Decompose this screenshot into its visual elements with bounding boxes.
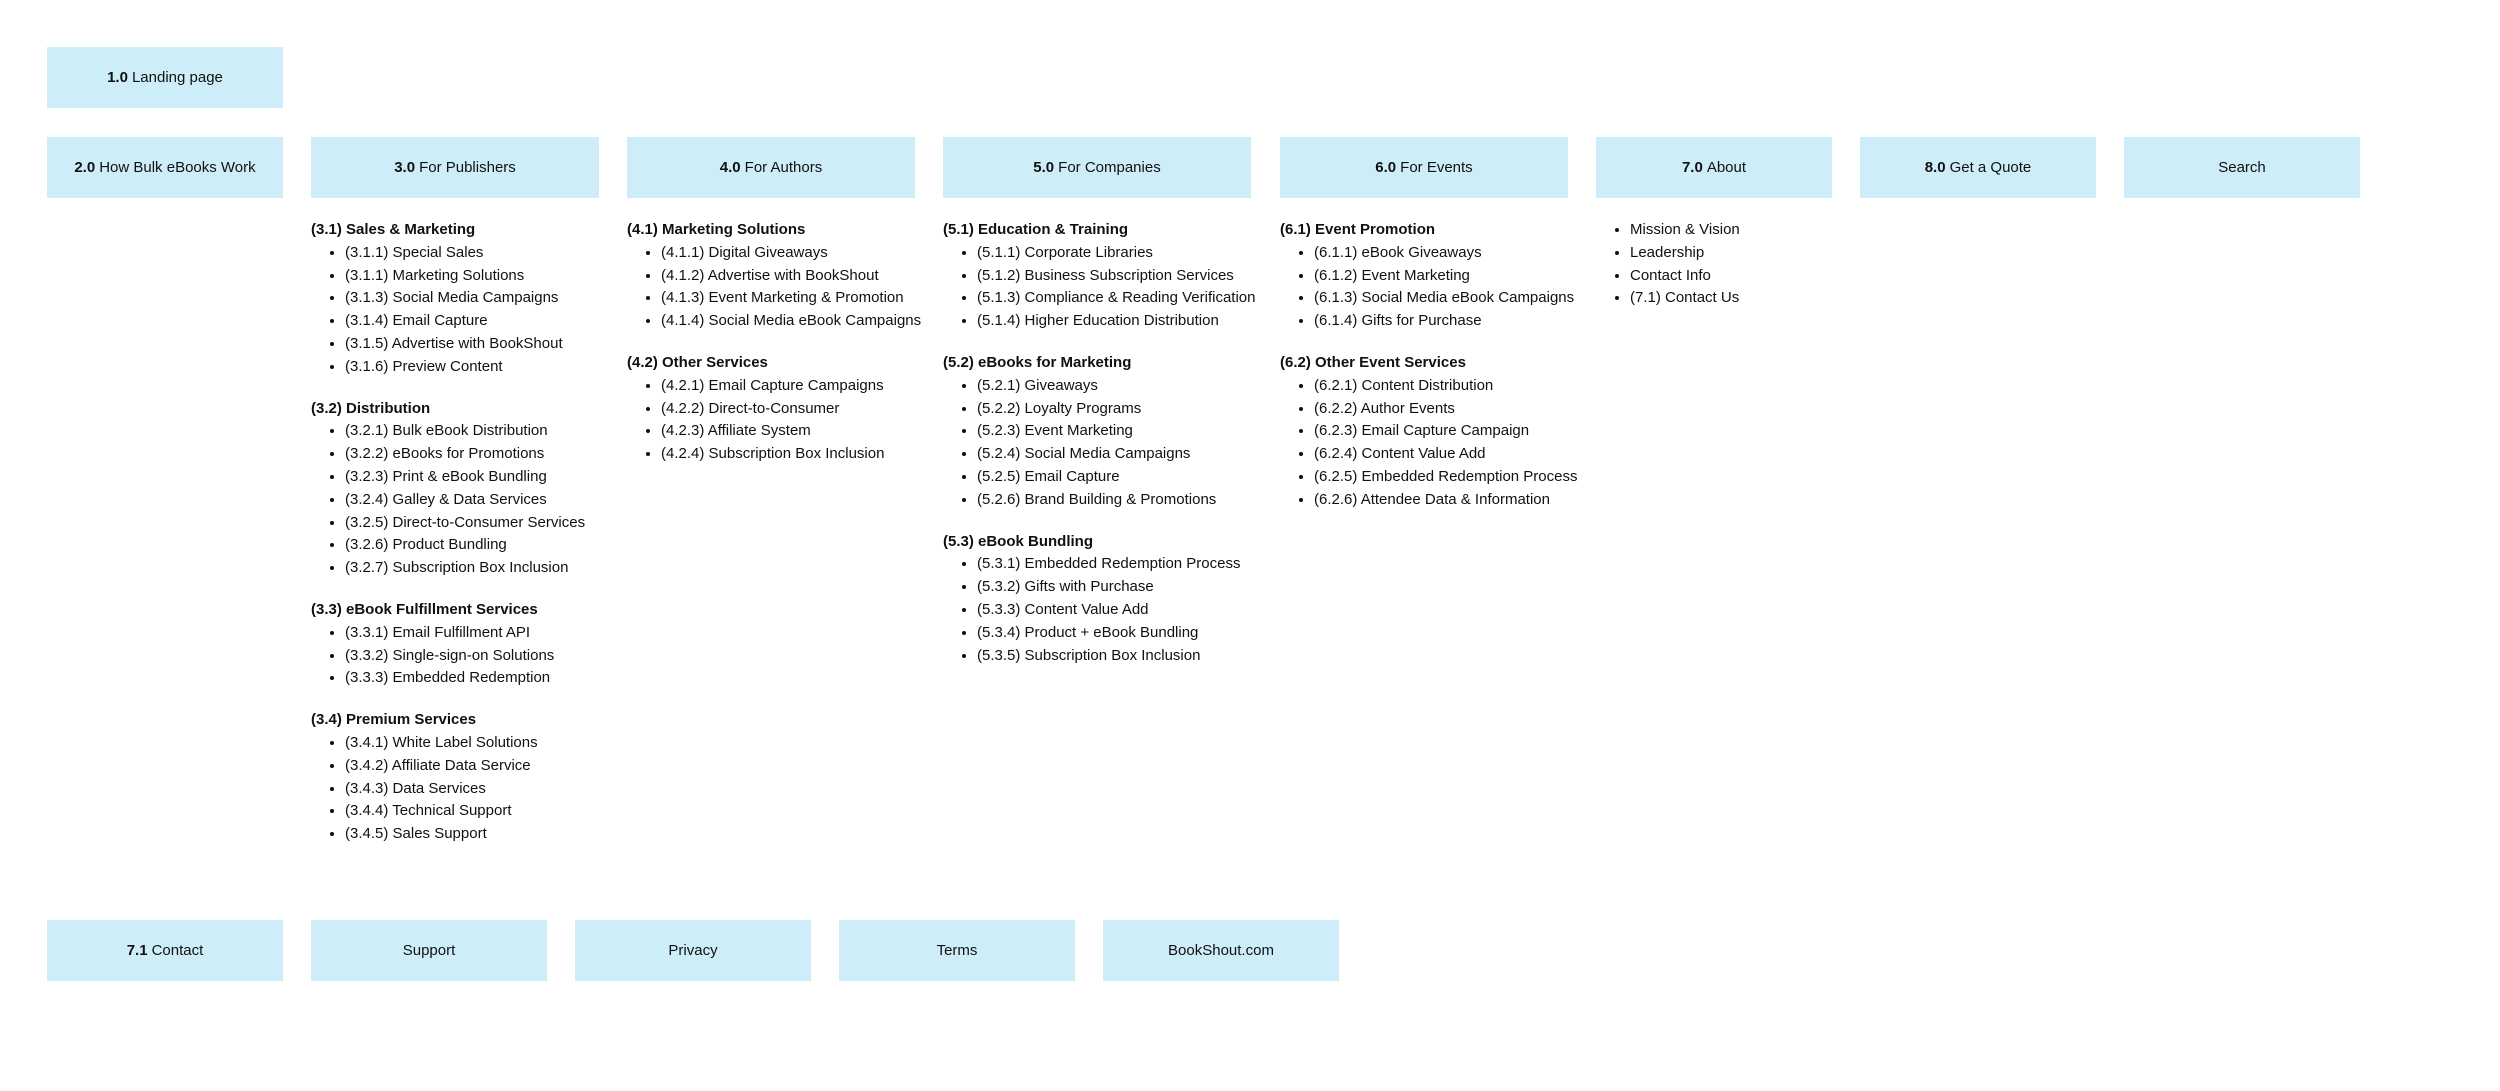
authors-section — [627, 352, 921, 466]
section-title: (4.1) Marketing Solutions — [627, 221, 806, 238]
list-item[interactable]: • (5.2.1) Giveaways — [977, 375, 1255, 398]
nav-for-publishers[interactable] — [311, 137, 599, 198]
list-item[interactable]: • (6.2.5) Embedded Redemption Process — [1314, 466, 1577, 489]
list-item[interactable]: • (5.2.4) Social Media Campaigns — [977, 443, 1255, 466]
companies-section — [943, 352, 1255, 512]
landing-page-box[interactable] — [47, 47, 283, 108]
nav-label: For Publishers — [419, 159, 516, 176]
nav-number: 2.0 — [74, 159, 96, 176]
list-item[interactable]: • (4.1.3) Event Marketing & Promotion — [661, 287, 921, 310]
list-item[interactable]: • (6.1.1) eBook Giveaways — [1314, 242, 1577, 265]
list-item[interactable]: • (3.1.6) Preview Content — [345, 356, 585, 379]
section-list — [1596, 219, 1740, 310]
list-item[interactable]: • (5.1.3) Compliance & Reading Verification — [977, 287, 1255, 310]
section-title: (5.1) Education & Training — [943, 221, 1129, 238]
footer-number: 7.1 — [126, 942, 148, 959]
list-item[interactable]: • (7.1) Contact Us — [1630, 287, 1740, 310]
list-item[interactable]: • (3.2.7) Subscription Box Inclusion — [345, 557, 585, 580]
publishers-column — [311, 219, 585, 865]
list-item[interactable]: • (4.1.1) Digital Giveaways — [661, 242, 921, 265]
section-list — [943, 553, 1255, 667]
companies-section — [943, 531, 1255, 668]
nav-number: 4.0 — [719, 159, 741, 176]
list-item[interactable]: • (4.2.1) Email Capture Campaigns — [661, 375, 921, 398]
list-item[interactable]: • (6.1.3) Social Media eBook Campaigns — [1314, 287, 1577, 310]
list-item[interactable]: • (4.2.2) Direct-to-Consumer — [661, 398, 921, 421]
footer-support[interactable] — [311, 920, 547, 981]
list-item[interactable]: • (4.1.4) Social Media eBook Campaigns — [661, 310, 921, 333]
section-list — [943, 242, 1255, 333]
section-title: (5.2) eBooks for Marketing — [943, 353, 1132, 371]
section-title: (6.1) Event Promotion — [1280, 221, 1436, 238]
nav-get-a-quote[interactable] — [1860, 137, 2096, 198]
nav-label: For Authors — [744, 159, 823, 176]
list-item[interactable]: • (5.2.2) Loyalty Programs — [977, 398, 1255, 421]
section-title: (3.3) eBook Fulfillment Services — [311, 600, 538, 618]
section-title: (6.2) Other Event Services — [1280, 353, 1466, 371]
nav-for-authors[interactable] — [627, 137, 915, 198]
nav-about[interactable] — [1596, 137, 1832, 198]
list-item[interactable]: • (6.2.3) Email Capture Campaign — [1314, 420, 1577, 443]
list-item[interactable]: • (5.3.4) Product + eBook Bundling — [977, 622, 1255, 645]
landing-page-label: Landing page — [131, 69, 223, 86]
landing-page-number: 1.0 — [107, 69, 128, 86]
events-section — [1280, 219, 1577, 333]
nav-for-companies[interactable] — [943, 137, 1251, 198]
list-item[interactable]: • (3.1.5) Advertise with BookShout — [345, 333, 585, 356]
list-item[interactable]: • (3.1.3) Social Media Campaigns — [345, 287, 585, 310]
nav-label: Get a Quote — [1949, 159, 2032, 176]
list-item[interactable]: • (4.1.2) Advertise with BookShout — [661, 265, 921, 288]
list-item[interactable]: • Contact Info — [1630, 265, 1740, 288]
list-item[interactable]: • (5.1.1) Corporate Libraries — [977, 242, 1255, 265]
nav-number: 7.0 — [1681, 159, 1703, 176]
list-item[interactable]: • (4.2.4) Subscription Box Inclusion — [661, 443, 921, 466]
section-title: (4.2) Other Services — [627, 353, 768, 371]
list-item[interactable]: • (5.3.2) Gifts with Purchase — [977, 576, 1255, 599]
list-item[interactable]: • (5.3.1) Embedded Redemption Process — [977, 553, 1255, 576]
list-item[interactable]: • (3.2.5) Direct-to-Consumer Services — [345, 512, 585, 535]
section-list — [627, 375, 921, 466]
footer-label: BookShout.com — [1168, 942, 1274, 959]
nav-label: Search — [2218, 159, 2266, 176]
footer-label: Contact — [151, 942, 204, 959]
footer-label: Terms — [936, 942, 978, 959]
list-item[interactable]: • (3.4.2) Affiliate Data Service — [345, 755, 585, 778]
list-item[interactable]: • (6.2.4) Content Value Add — [1314, 443, 1577, 466]
section-title: (5.3) eBook Bundling — [943, 532, 1093, 550]
list-item[interactable]: • (3.4.4) Technical Support — [345, 800, 585, 823]
footer-label: Privacy — [668, 942, 718, 959]
list-item[interactable]: • (3.2.6) Product Bundling — [345, 534, 585, 557]
list-item[interactable]: • (6.2.2) Author Events — [1314, 398, 1577, 421]
list-item[interactable]: • (6.1.2) Event Marketing — [1314, 265, 1577, 288]
publishers-section — [311, 709, 585, 846]
list-item[interactable]: • (6.1.4) Gifts for Purchase — [1314, 310, 1577, 333]
list-item[interactable]: • Leadership — [1630, 242, 1740, 265]
list-item[interactable]: • (3.3.1) Email Fulfillment API — [345, 622, 585, 645]
footer-contact[interactable] — [47, 920, 283, 981]
authors-column — [627, 219, 921, 485]
section-list — [311, 420, 585, 580]
list-item[interactable]: • (5.2.3) Event Marketing — [977, 420, 1255, 443]
nav-number: 8.0 — [1924, 159, 1946, 176]
authors-section — [627, 219, 921, 333]
list-item[interactable]: • (5.2.5) Email Capture — [977, 466, 1255, 489]
nav-label: About — [1706, 159, 1747, 176]
section-list — [311, 242, 585, 379]
list-item[interactable]: • (3.1.1) Special Sales — [345, 242, 585, 265]
about-section — [1596, 219, 1740, 310]
list-item[interactable]: • (3.4.5) Sales Support — [345, 823, 585, 846]
list-item[interactable]: • (4.2.3) Affiliate System — [661, 420, 921, 443]
section-list — [1280, 375, 1577, 512]
companies-column — [943, 219, 1255, 686]
section-title: (3.4) Premium Services — [311, 711, 477, 729]
section-list — [943, 375, 1255, 512]
nav-how-bulk-ebooks-work[interactable] — [47, 137, 283, 198]
nav-for-events[interactable] — [1280, 137, 1568, 198]
events-section — [1280, 352, 1577, 512]
list-item[interactable]: • (3.2.2) eBooks for Promotions — [345, 443, 585, 466]
footer-terms[interactable] — [839, 920, 1075, 981]
list-item[interactable]: • (5.1.2) Business Subscription Services — [977, 265, 1255, 288]
list-item[interactable]: • (5.2.6) Brand Building & Promotions — [977, 489, 1255, 512]
list-item[interactable]: • Mission & Vision — [1630, 219, 1740, 242]
nav-number: 5.0 — [1033, 159, 1055, 176]
list-item[interactable]: • (5.3.3) Content Value Add — [977, 599, 1255, 622]
companies-section — [943, 219, 1255, 333]
publishers-section — [311, 219, 585, 379]
list-item[interactable]: • (3.2.4) Galley & Data Services — [345, 489, 585, 512]
list-item[interactable]: • (3.1.1) Marketing Solutions — [345, 265, 585, 288]
nav-number: 6.0 — [1375, 159, 1397, 176]
list-item[interactable]: • (3.4.1) White Label Solutions — [345, 732, 585, 755]
list-item[interactable]: • (3.3.2) Single-sign-on Solutions — [345, 645, 585, 668]
list-item[interactable]: • (3.2.1) Bulk eBook Distribution — [345, 420, 585, 443]
section-list — [311, 732, 585, 846]
nav-search[interactable] — [2124, 137, 2360, 198]
list-item[interactable]: • (3.3.3) Embedded Redemption — [345, 667, 585, 690]
publishers-section — [311, 398, 585, 580]
nav-label: For Events — [1400, 159, 1473, 176]
section-title: (3.1) Sales & Marketing — [311, 221, 476, 238]
publishers-section — [311, 599, 585, 690]
list-item[interactable]: • (6.2.6) Attendee Data & Information — [1314, 489, 1577, 512]
list-item[interactable]: • (3.2.3) Print & eBook Bundling — [345, 466, 585, 489]
list-item[interactable]: • (5.3.5) Subscription Box Inclusion — [977, 645, 1255, 668]
about-column — [1596, 219, 1740, 329]
footer-label: Support — [402, 942, 456, 959]
section-list — [311, 622, 585, 690]
nav-label: How Bulk eBooks Work — [99, 159, 256, 176]
footer-privacy[interactable] — [575, 920, 811, 981]
list-item[interactable]: • (5.1.4) Higher Education Distribution — [977, 310, 1255, 333]
nav-number: 3.0 — [394, 159, 416, 176]
footer-bookshout[interactable] — [1103, 920, 1339, 981]
section-title: (3.2) Distribution — [311, 399, 431, 417]
list-item[interactable]: • (3.1.4) Email Capture — [345, 310, 585, 333]
events-column — [1280, 219, 1577, 531]
section-list — [627, 242, 921, 333]
nav-label: For Companies — [1058, 159, 1161, 176]
section-list — [1280, 242, 1577, 333]
list-item[interactable]: • (6.2.1) Content Distribution — [1314, 375, 1577, 398]
list-item[interactable]: • (3.4.3) Data Services — [345, 778, 585, 801]
